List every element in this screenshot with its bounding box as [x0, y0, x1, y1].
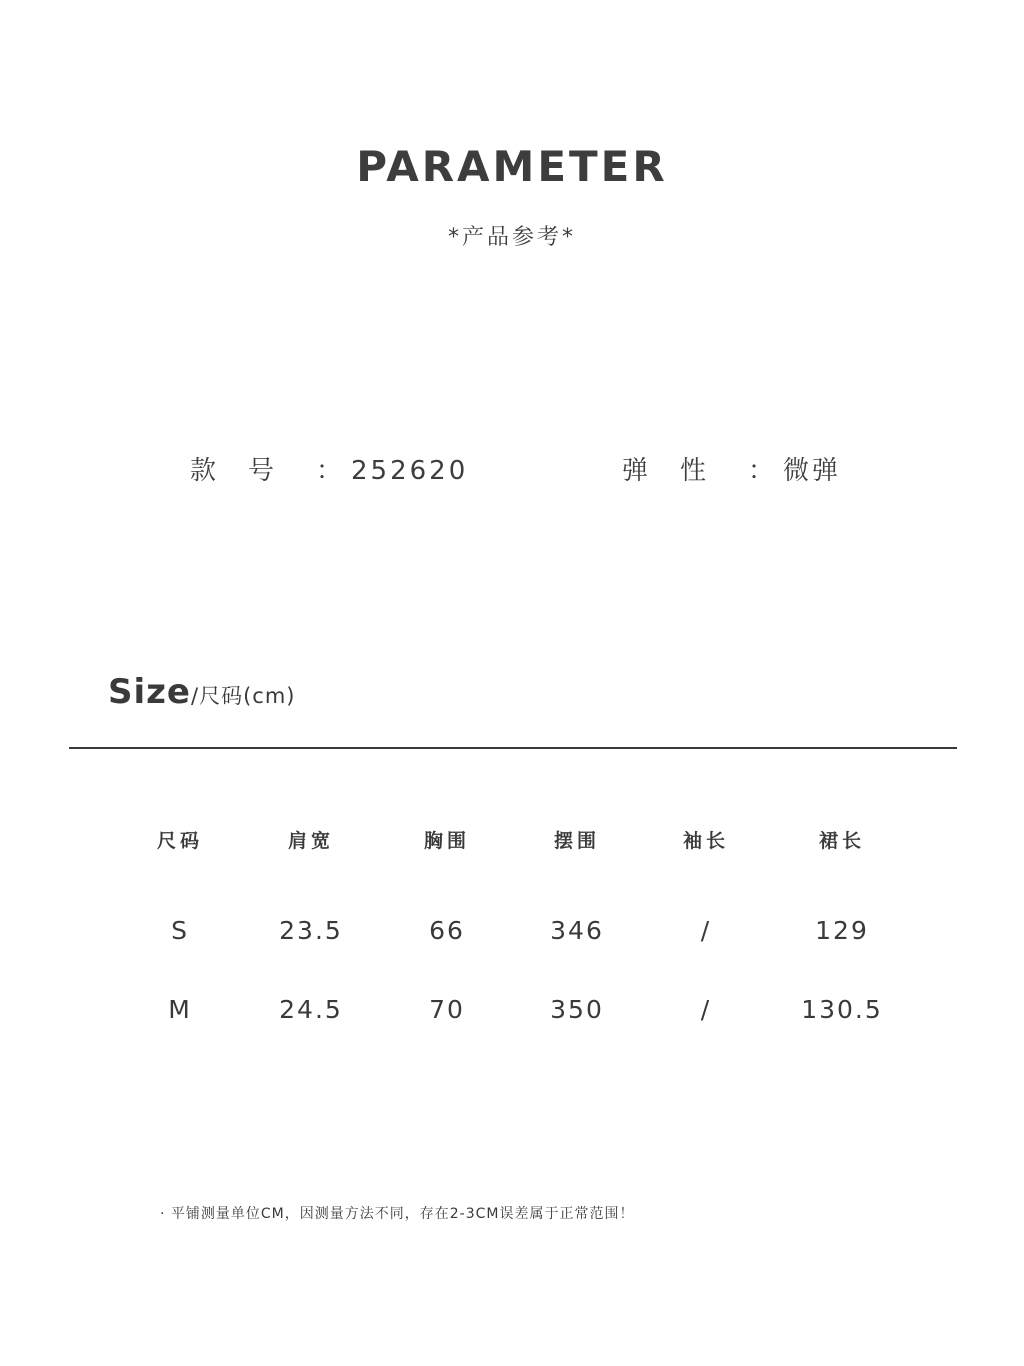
table-cell: S [171, 916, 189, 945]
elasticity-info [622, 450, 841, 487]
column-header-sleeve: 袖长 [682, 830, 729, 852]
size-heading-unit: /尺码(cm) [191, 684, 296, 708]
section-divider [69, 747, 957, 749]
table-cell: 70 [429, 995, 465, 1024]
column-header-skirt-length: 裙长 [818, 830, 865, 852]
elasticity-colon: ： [748, 456, 778, 486]
page-title: PARAMETER [356, 142, 668, 191]
table-cell: / [700, 995, 712, 1024]
column-header-size: 尺码 [156, 830, 203, 852]
table-cell: / [700, 916, 712, 945]
size-section-heading [108, 672, 295, 712]
size-heading-word: Size [108, 672, 191, 712]
page-subtitle: *产品参考* [447, 225, 576, 250]
table-cell: 350 [550, 995, 604, 1024]
column-header-chest: 胸围 [423, 830, 470, 852]
style-number-info [190, 450, 468, 487]
style-number-colon: ： [316, 456, 346, 486]
column-header-hem: 摆围 [553, 830, 600, 852]
table-cell: 130.5 [801, 995, 883, 1024]
table-cell: 129 [815, 916, 869, 945]
table-cell: 23.5 [279, 916, 343, 945]
elasticity-label: 弹 性 [622, 456, 710, 486]
style-number-value: 252620 [351, 456, 469, 486]
column-header-shoulder: 肩宽 [287, 830, 334, 852]
table-cell: 66 [429, 916, 465, 945]
table-cell: 346 [550, 916, 604, 945]
measurement-footnote: · 平铺测量单位CM，因测量方法不同，存在2-3CM误差属于正常范围！ [160, 1206, 635, 1222]
table-cell: 24.5 [279, 995, 343, 1024]
elasticity-value: 微弹 [783, 456, 842, 486]
table-cell: M [168, 995, 192, 1024]
style-number-label: 款 号 [190, 456, 278, 486]
